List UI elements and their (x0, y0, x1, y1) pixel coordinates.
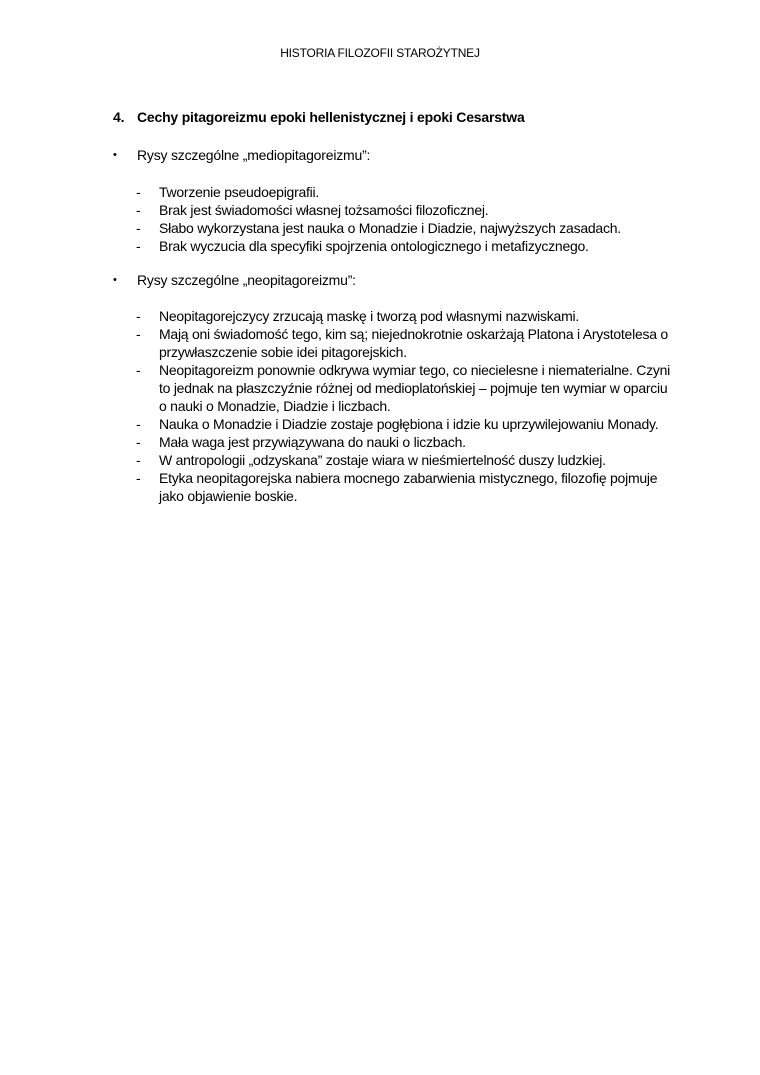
section-title: Cechy pitagoreizmu epoki hellenistycznej i epoki Cesarstwa (137, 109, 525, 125)
dash-marker: - (136, 238, 141, 254)
list-item (136, 307, 676, 325)
list-item-text: Brak wyczucia dla specyfiki spojrzenia ontologicznego i metafizycznego. (159, 238, 589, 254)
section-number: 4. (113, 109, 125, 125)
bullet-label-medio: Rysy szczególne „mediopitagoreizmu”: (137, 147, 371, 163)
list-item (136, 201, 676, 219)
list-item (136, 219, 676, 237)
list-item-text: Neopitagoreizm ponownie odkrywa wymiar tego, co niecielesne i niematerialne. Czyni to jednak na płaszczyźnie różnej od medioplatońskiej – pojmuje ten wymiar w oparciu o nauki o Monadzie, Diadzie i liczbach. (159, 362, 670, 414)
list-item (136, 433, 676, 451)
dash-marker: - (136, 434, 141, 450)
dash-marker: - (136, 326, 141, 342)
dash-marker: - (136, 202, 141, 218)
bullet-neopitagoreizm (113, 271, 356, 289)
list-item-text: Brak jest świadomości własnej tożsamości filozoficznej. (159, 202, 489, 218)
list-item-text: Słabo wykorzystana jest nauka o Monadzie i Diadzie, najwyższych zasadach. (159, 220, 621, 236)
list-item (136, 469, 676, 505)
list-item-text: Neopitagorejczycy zrzucają maskę i tworzą pod własnymi nazwiskami. (159, 308, 579, 324)
dash-marker: - (136, 220, 141, 236)
list-item-text: Etyka neopitagorejska nabiera mocnego zabarwienia mistycznego, filozofię pojmuje jako objawienie boskie. (159, 470, 658, 504)
dash-marker: - (136, 308, 141, 324)
dash-marker: - (136, 416, 141, 432)
list-item (136, 183, 676, 201)
list-item (136, 361, 676, 415)
list-item-text: Mała waga jest przywiązywana do nauki o liczbach. (159, 434, 466, 450)
list-item (136, 415, 676, 433)
list-neopitagoreizm (136, 307, 676, 505)
dash-marker: - (136, 362, 141, 378)
list-item-text: Mają oni świadomość tego, kim są; niejednokrotnie oskarżają Platona i Arystotelesa o przywłaszczenie sobie idei pitagorejskich. (159, 326, 668, 360)
list-item (136, 451, 676, 469)
dash-marker: - (136, 184, 141, 200)
list-item-text: Nauka o Monadzie i Diadzie zostaje pogłębiona i idzie ku uprzywilejowaniu Monady. (159, 416, 659, 432)
list-mediopitagoreizm (136, 183, 676, 255)
bullet-icon: • (113, 274, 117, 286)
bullet-mediopitagoreizm (113, 146, 370, 164)
list-item (136, 237, 676, 255)
list-item (136, 325, 676, 361)
page-header: HISTORIA FILOZOFII STAROŻYTNEJ (280, 46, 480, 60)
bullet-icon: • (113, 149, 117, 161)
dash-marker: - (136, 452, 141, 468)
dash-marker: - (136, 470, 141, 486)
section-heading (113, 109, 525, 125)
list-item-text: Tworzenie pseudoepigrafii. (159, 184, 320, 200)
bullet-label-neo: Rysy szczególne „neopitagoreizmu”: (137, 272, 356, 288)
list-item-text: W antropologii „odzyskana” zostaje wiara w nieśmiertelność duszy ludzkiej. (159, 452, 606, 468)
